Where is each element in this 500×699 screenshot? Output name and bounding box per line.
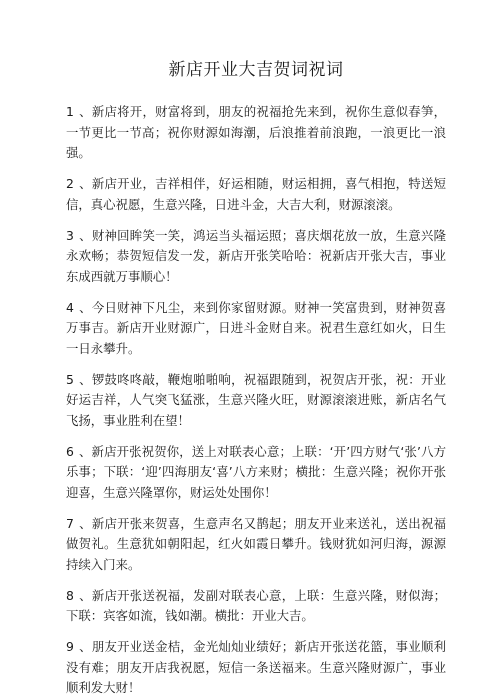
paragraph-9	[66, 637, 446, 699]
paragraph-number: 6	[66, 443, 74, 459]
paragraph-1	[66, 102, 446, 164]
paragraph-number: 1	[66, 104, 74, 119]
document-title: 新店开业大吉贺词祝词	[168, 60, 344, 80]
paragraph-text: 、朋友开业送金桔，金光灿灿业绩好；新店开张送花篮，事业顺利没有难；朋友开店我祝愿，短信一条送福来。生意兴隆财源广，事业顺利发大财！	[66, 639, 446, 695]
paragraph-list	[66, 102, 446, 699]
paragraph-5	[66, 370, 446, 432]
paragraph-7	[66, 514, 446, 576]
paragraph-number: 4	[66, 299, 74, 315]
paragraph-number: 5	[66, 371, 74, 387]
paragraph-text: 、财神回眸笑一笑，鸿运当头福运照；喜庆烟花放一放，生意兴隆永欢畅；恭贺短信发一发，新店开张笑哈哈：祝新店开张大吉，事业东成西就万事顺心！	[66, 227, 446, 284]
paragraph-number: 9	[66, 639, 74, 654]
paragraph-8	[66, 586, 446, 627]
paragraph-text: 、今日财神下凡尘，来到你家留财源。财神一笑富贵到，财神贺喜万事吉。新店开业财源广，日进斗金财自来。祝君生意红如火，日生一日永攀升。	[66, 299, 446, 356]
paragraph-4	[66, 298, 446, 360]
paragraph-text: 、新店将开，财富将到，朋友的祝福抢先来到，祝你生意似春笋，一节更比一节高；祝你财源如海潮，后浪推着前浪跑，一浪更比一浪强。	[66, 104, 446, 160]
paragraph-number: 3	[66, 227, 74, 243]
paragraph-3	[66, 226, 446, 288]
paragraph-number: 7	[66, 515, 74, 531]
paragraph-number: 2	[66, 176, 74, 191]
paragraph-text: 、新店开张来贺喜，生意声名又鹊起；朋友开业来送礼，送出祝福做贺礼。生意犹如朝阳起，红火如霞日攀升。钱财犹如河归海，源源持续入门来。	[66, 515, 446, 572]
paragraph-text: 、新店开张祝贺你，送上对联表心意；上联：‘开’四方财气‘张’八方乐事；下联：‘迎’四海朋友‘喜’八方来财；横批：生意兴隆；祝你开张迎喜，生意兴隆罩你，财运处处围你！	[66, 443, 446, 500]
paragraph-number: 8	[66, 587, 74, 603]
paragraph-2	[66, 174, 446, 215]
paragraph-text: 、新店开张送祝福，发副对联表心意，上联：生意兴隆，财似海；下联：宾客如流，钱如潮。横批：开业大吉。	[66, 587, 446, 623]
paragraph-6	[66, 442, 446, 504]
paragraph-text: 、锣鼓咚咚敲，鞭炮啪啪响，祝福跟随到，祝贺店开张，祝：开业好运吉祥，人气突飞猛涨，生意兴隆火旺，财源滚滚进账，新店名气飞扬，事业胜利在望！	[66, 371, 446, 428]
paragraph-text: 、新店开业，吉祥相伴，好运相随，财运相拥，喜气相抱，特送短信，真心祝愿，生意兴隆，日进斗金，大吉大利，财源滚滚。	[66, 176, 446, 212]
